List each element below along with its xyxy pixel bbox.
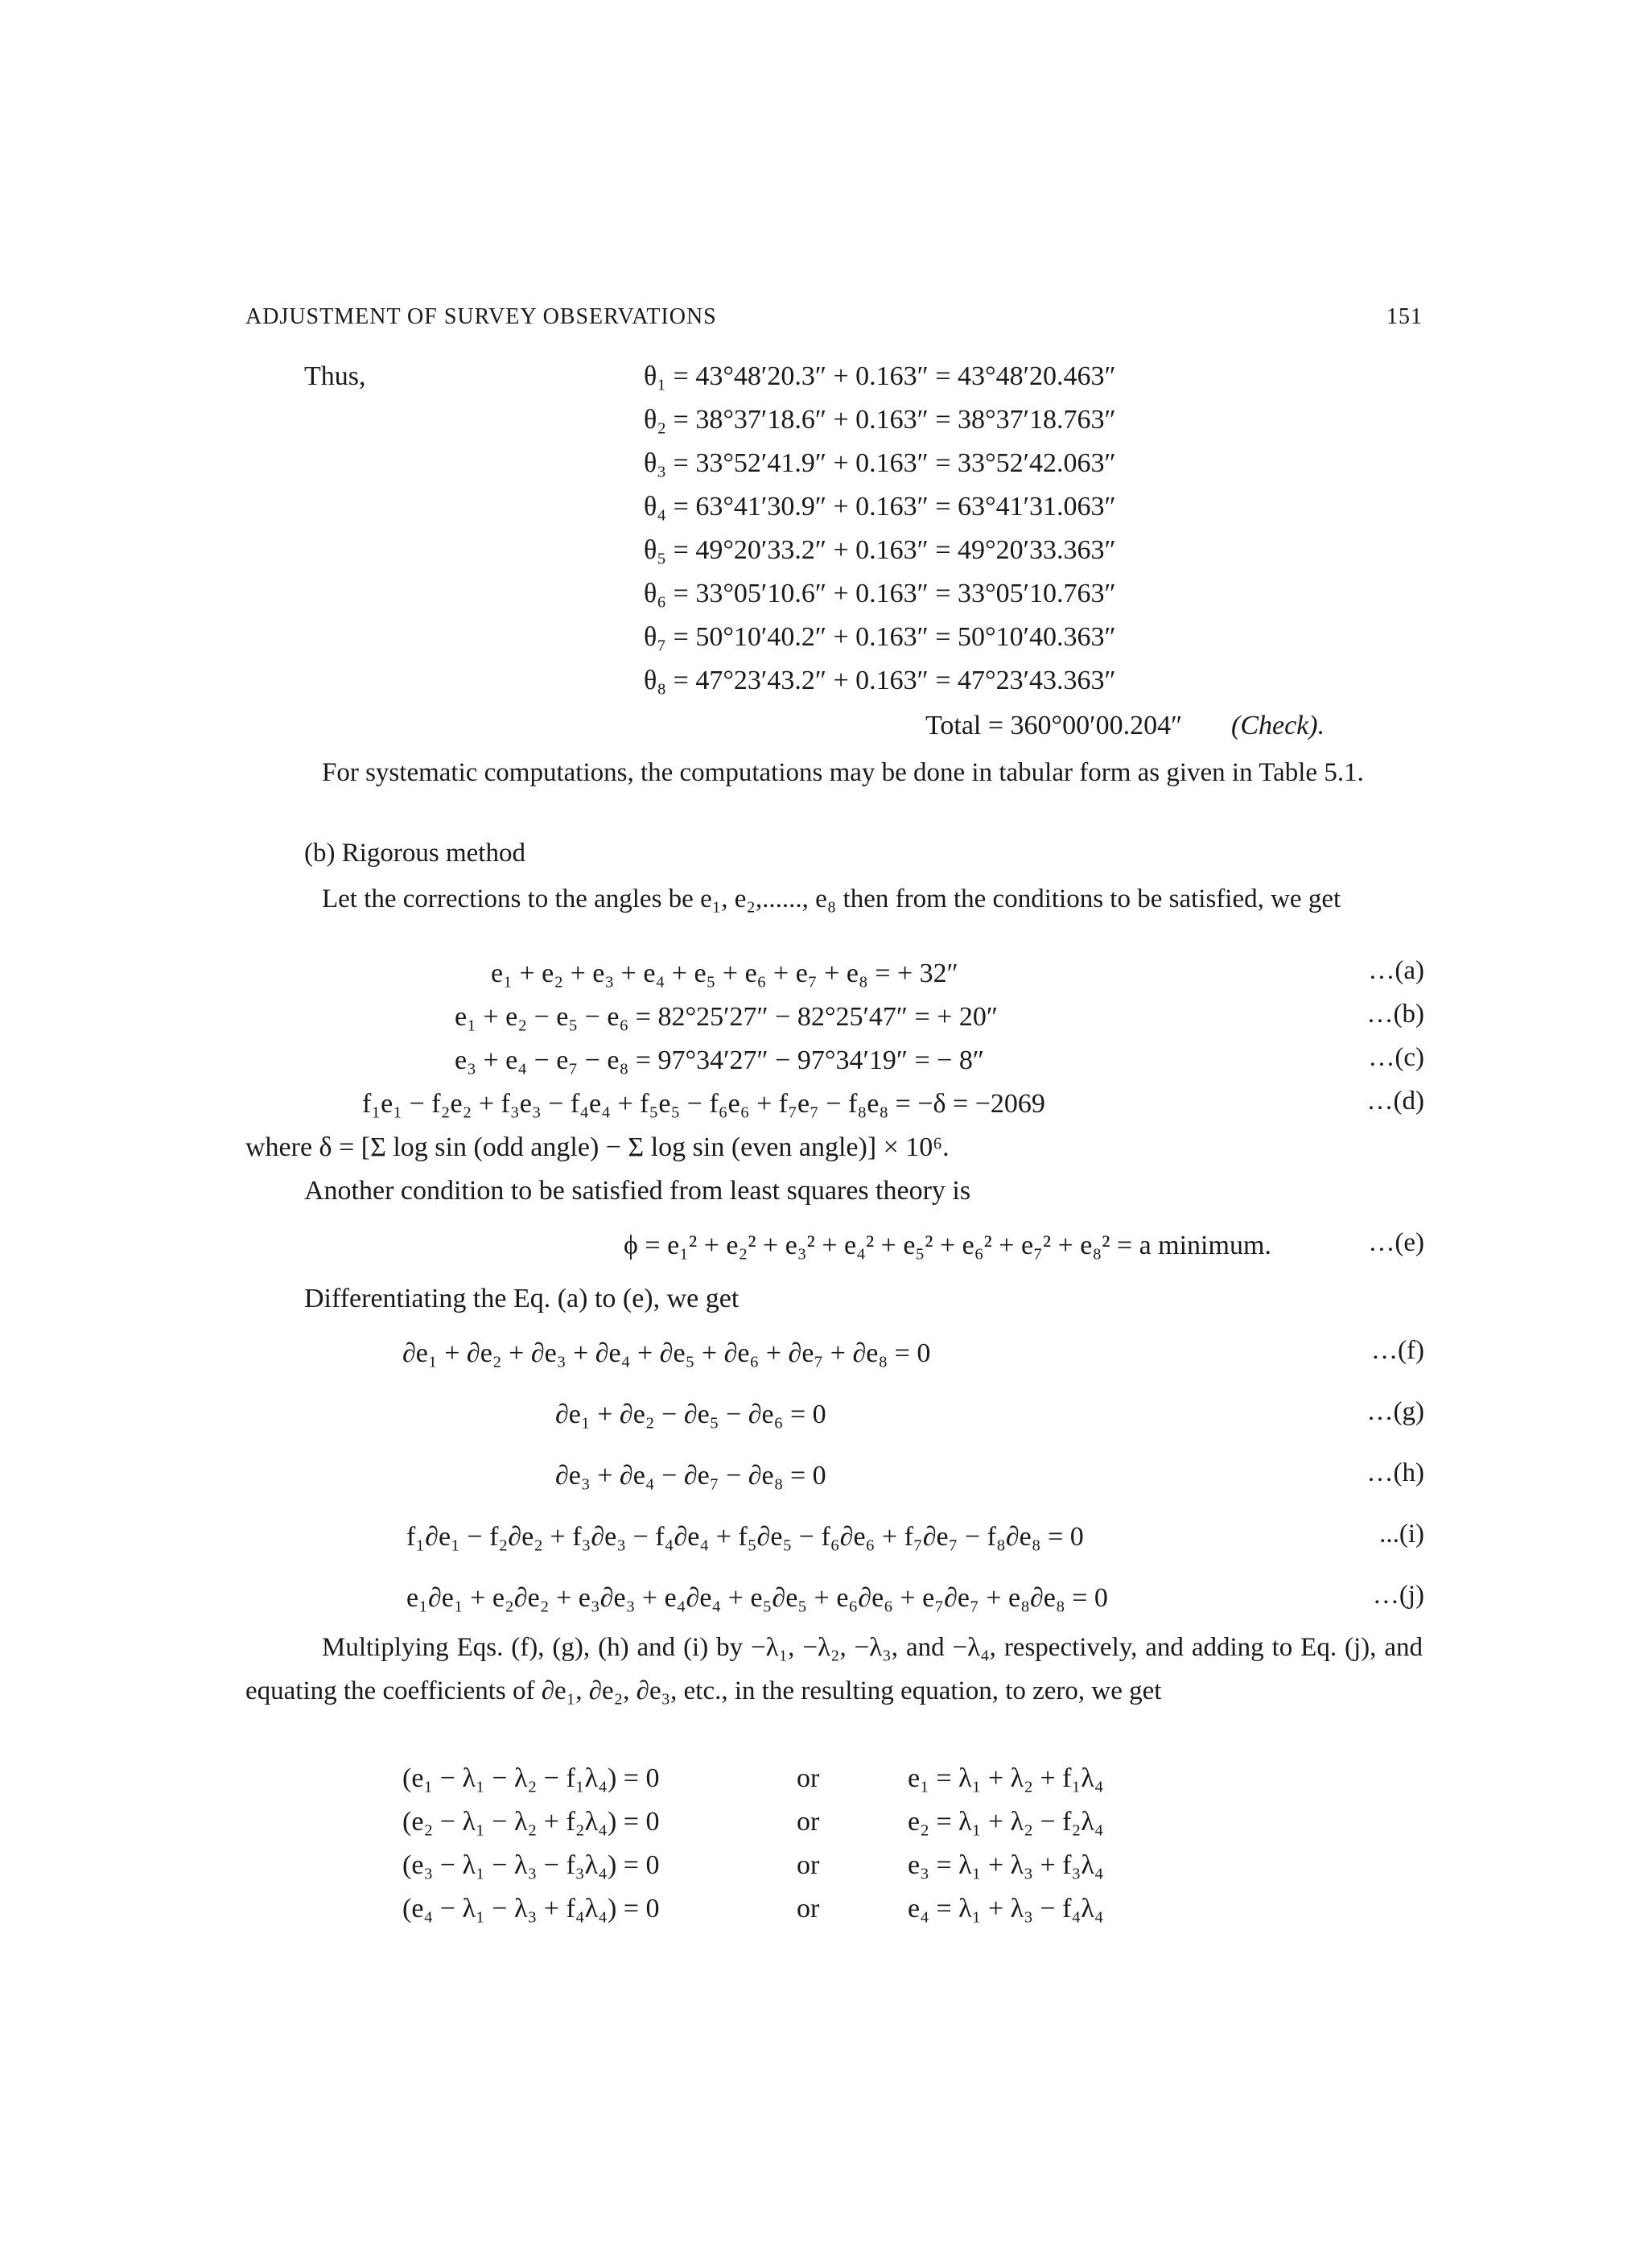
total-check: (Check). bbox=[1231, 711, 1325, 740]
paragraph-multiplying: Multiplying Eqs. (f), (g), (h) and (i) by −λ₁, −λ₂, −λ₃, and −λ₄, respectively, and adding to Eq. (j), and equating the coefficients of ∂e₁, ∂e₂, ∂e₃, etc., in the resulting equation, to zero, we get bbox=[245, 1633, 1423, 1705]
condition-equation-a: e₁ + e₂ + e₃ + e₄ + e₅ + e₆ + e₇ + e₈ = + 32″ bbox=[491, 959, 958, 988]
paragraph-least-squares: Another condition to be satisfied from least squares theory is bbox=[304, 1176, 971, 1206]
condition-equation-d: f₁e₁ − f₂e₂ + f₃e₃ − f₄e₄ + f₅e₅ − f₆e₆ + f₇e₇ − f₈e₈ = −δ = −2069 bbox=[362, 1089, 1045, 1119]
equation-tag-a: …(a) bbox=[1368, 956, 1424, 985]
result-or-3: or bbox=[797, 1850, 820, 1880]
result-rhs-4: e₄ = λ₁ + λ₃ − f₄λ₄ bbox=[908, 1894, 1104, 1924]
angle-line-4: θ₄ = 63°41′30.9″ + 0.163″ = 63°41′31.063″ bbox=[644, 492, 1116, 522]
page-number: 151 bbox=[1386, 304, 1423, 329]
equation-tag-g: …(g) bbox=[1366, 1397, 1424, 1426]
result-or-4: or bbox=[797, 1894, 820, 1924]
angle-line-1: θ₁ = 43°48′20.3″ + 0.163″ = 43°48′20.463″ bbox=[644, 361, 1116, 391]
differential-equation-g: ∂e₁ + ∂e₂ − ∂e₅ − ∂e₆ = 0 bbox=[555, 1400, 826, 1429]
result-rhs-1: e₁ = λ₁ + λ₂ + f₁λ₄ bbox=[908, 1763, 1104, 1793]
condition-equation-c: e₃ + e₄ − e₇ − e₈ = 97°34′27″ − 97°34′19″ = − 8″ bbox=[455, 1045, 985, 1075]
equation-tag-b: …(b) bbox=[1366, 1000, 1424, 1029]
minimum-equation: ϕ = e₁² + e₂² + e₃² + e₄² + e₅² + e₆² + e₇² + e₈² = a minimum. bbox=[624, 1231, 1271, 1260]
paragraph-differentiating: Differentiating the Eq. (a) to (e), we get bbox=[304, 1284, 740, 1313]
angle-line-3: θ₃ = 33°52′41.9″ + 0.163″ = 33°52′42.063″ bbox=[644, 448, 1116, 478]
differential-equation-i: f₁∂e₁ − f₂∂e₂ + f₃∂e₃ − f₄∂e₄ + f₅∂e₅ − f₆∂e₆ + f₇∂e₇ − f₈∂e₈ = 0 bbox=[406, 1522, 1084, 1552]
equation-tag-i: ...(i) bbox=[1379, 1520, 1424, 1548]
equation-tag-d: …(d) bbox=[1366, 1087, 1424, 1115]
equation-tag-c: …(c) bbox=[1368, 1043, 1424, 1072]
thus-label: Thus, bbox=[304, 361, 366, 391]
result-or-1: or bbox=[797, 1763, 820, 1793]
condition-equation-b: e₁ + e₂ − e₅ − e₆ = 82°25′27″ − 82°25′47″ = + 20″ bbox=[455, 1002, 999, 1032]
result-lhs-3: (e₃ − λ₁ − λ₃ − f₃λ₄) = 0 bbox=[402, 1850, 660, 1880]
angle-line-7: θ₇ = 50°10′40.2″ + 0.163″ = 50°10′40.363″ bbox=[644, 622, 1116, 652]
result-lhs-1: (e₁ − λ₁ − λ₂ − f₁λ₄) = 0 bbox=[402, 1763, 660, 1793]
equation-tag-j: …(j) bbox=[1372, 1581, 1424, 1610]
paragraph-systematic: For systematic computations, the computations may be done in tabular form as given in Table 5.1. bbox=[322, 758, 1364, 787]
result-rhs-2: e₂ = λ₁ + λ₂ − f₂λ₄ bbox=[908, 1807, 1104, 1837]
equation-tag-f: …(f) bbox=[1371, 1336, 1424, 1365]
paragraph-corrections: Let the corrections to the angles be e₁, e₂,......, e₈ then from the conditions to be satisfied, we get bbox=[322, 885, 1341, 913]
angle-line-6: θ₆ = 33°05′10.6″ + 0.163″ = 33°05′10.763″ bbox=[644, 579, 1116, 608]
result-lhs-4: (e₄ − λ₁ − λ₃ + f₄λ₄) = 0 bbox=[402, 1894, 660, 1924]
rigorous-heading: (b) Rigorous method bbox=[304, 839, 525, 868]
angle-line-5: θ₅ = 49°20′33.2″ + 0.163″ = 49°20′33.363″ bbox=[644, 535, 1116, 565]
total-line: Total = 360°00′00.204″ bbox=[925, 711, 1183, 740]
angle-line-8: θ₈ = 47°23′43.2″ + 0.163″ = 47°23′43.363″ bbox=[644, 666, 1116, 695]
equation-tag-h: …(h) bbox=[1366, 1458, 1424, 1487]
equation-tag-e: …(e) bbox=[1368, 1228, 1424, 1257]
result-or-2: or bbox=[797, 1807, 820, 1837]
running-title: ADJUSTMENT OF SURVEY OBSERVATIONS bbox=[245, 304, 717, 329]
angle-line-2: θ₂ = 38°37′18.6″ + 0.163″ = 38°37′18.763″ bbox=[644, 405, 1116, 435]
differential-equation-j: e₁∂e₁ + e₂∂e₂ + e₃∂e₃ + e₄∂e₄ + e₅∂e₅ + e₆∂e₆ + e₇∂e₇ + e₈∂e₈ = 0 bbox=[406, 1583, 1108, 1613]
differential-equation-f: ∂e₁ + ∂e₂ + ∂e₃ + ∂e₄ + ∂e₅ + ∂e₆ + ∂e₇ + ∂e₈ = 0 bbox=[402, 1338, 931, 1368]
where-definition: where δ = [Σ log sin (odd angle) − Σ log sin (even angle)] × 10⁶. bbox=[245, 1132, 950, 1162]
result-lhs-2: (e₂ − λ₁ − λ₂ + f₂λ₄) = 0 bbox=[402, 1807, 660, 1837]
differential-equation-h: ∂e₃ + ∂e₄ − ∂e₇ − ∂e₈ = 0 bbox=[555, 1461, 826, 1491]
result-rhs-3: e₃ = λ₁ + λ₃ + f₃λ₄ bbox=[908, 1850, 1104, 1880]
